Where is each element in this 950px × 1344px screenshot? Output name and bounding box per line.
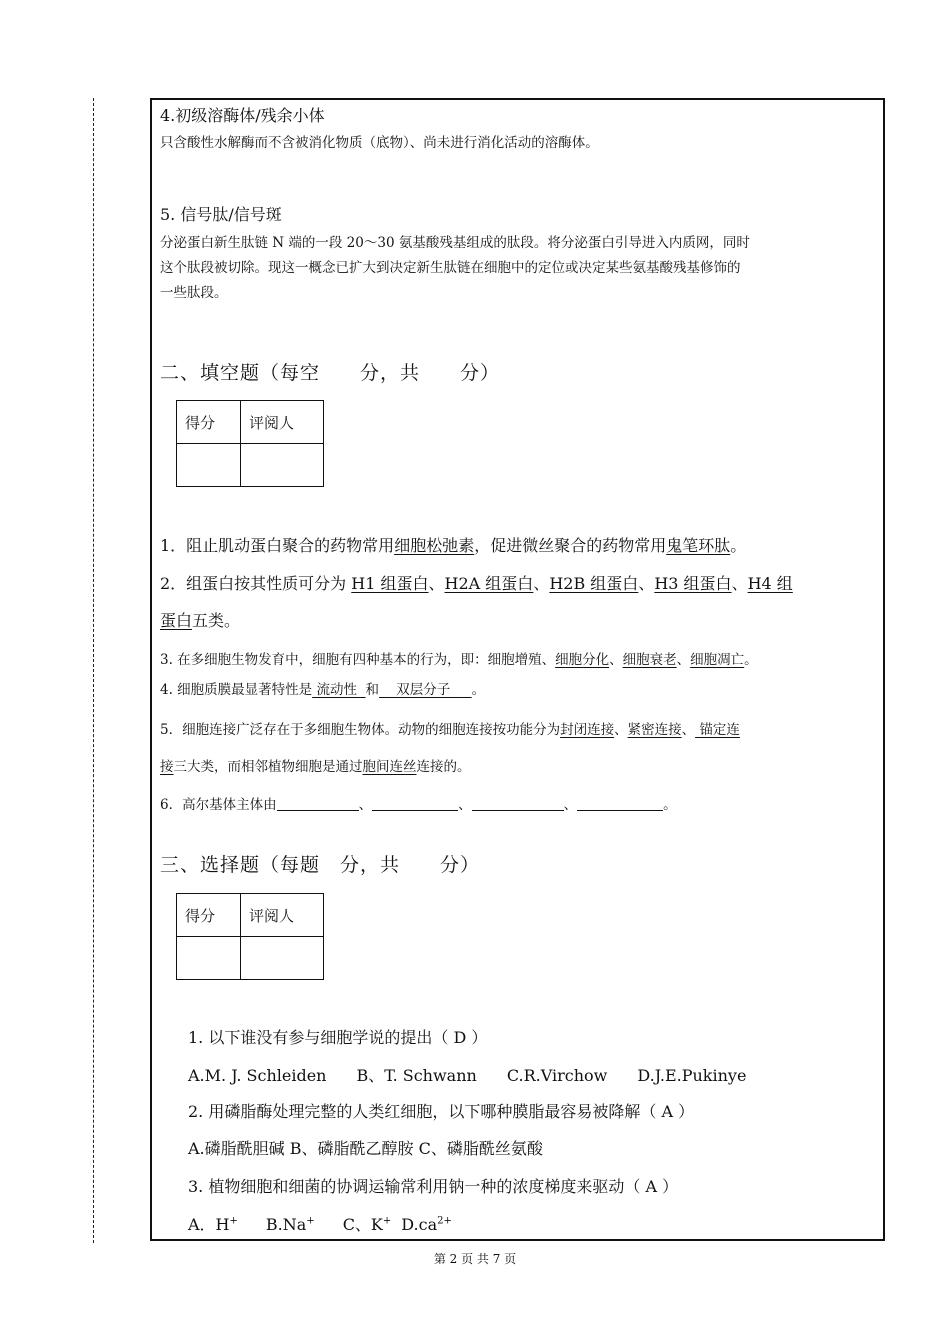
option-b-sup: + [306, 1215, 315, 1227]
definition-5-term: 5. 信号肽/信号斑 [160, 205, 282, 224]
section3-title: 三、选择题（每题 分，共 分） [160, 854, 481, 876]
definition-5-line3: 一些肽段。 [160, 285, 228, 301]
fill-q1 [160, 533, 746, 556]
fill-q6-blank3[interactable] [472, 796, 564, 811]
fill-q1-answer2: 鬼笔环肽 [666, 536, 731, 555]
sep: 、 [676, 652, 691, 668]
definition-5-line1: 分泌蛋白新生肽链 N 端的一段 20～30 氨基酸残基组成的肽段。将分泌蛋白引导进入内质网，同时 [160, 235, 750, 251]
fill-q5-text-mid: 三大类，而相邻植物细胞是通过 [173, 759, 363, 775]
fill-q4-end: 。 [471, 682, 486, 698]
fill-q5-end: 连接的。 [416, 759, 471, 775]
choice-q3-option-d[interactable] [401, 1215, 452, 1234]
fill-q3-end: 。 [744, 652, 758, 668]
fill-q4 [160, 678, 485, 698]
definition-4-term: 4.初级溶酶体/残余小体 [160, 106, 325, 125]
sep: 、 [563, 797, 578, 813]
fill-q6-text: 6．高尔基体主体由 [160, 797, 277, 813]
choice-q1-option-b[interactable]: B、T. Schwann [356, 1066, 477, 1085]
fill-q6-end: 。 [663, 797, 677, 813]
definition-5-line2: 这个肽段被切除。现这一概念已扩大到决定新生肽链在细胞中的定位或决定某些氨基酸残基修饰的 [160, 260, 741, 276]
choice-q1-options [188, 1063, 746, 1086]
fill-q5-answer4: 胞间连丝 [362, 759, 417, 775]
fill-q6-blank2[interactable] [372, 796, 458, 811]
grader-cell[interactable] [241, 937, 324, 980]
choice-q1-option-a[interactable]: A.M. J. Schleiden [188, 1066, 327, 1085]
grader-cell[interactable] [241, 444, 324, 487]
fill-q2-end: 五类。 [192, 611, 241, 630]
fill-q4-text: 4. 细胞质膜最显著特性是 [160, 682, 313, 698]
fill-q6 [160, 793, 677, 813]
fill-q1-answer1: 细胞松弛素 [394, 536, 475, 555]
grader-header: 评阅人 [241, 401, 324, 444]
choice-q3: 3. 植物细胞和细菌的协调运输常利用钠一种的浓度梯度来驱动（ A ） [188, 1177, 679, 1196]
sep: 、 [638, 574, 655, 593]
sep: 、 [458, 797, 472, 813]
fill-q3 [160, 648, 758, 668]
fill-q4-answer1: 流动性 [312, 682, 366, 698]
sep: 、 [681, 722, 696, 738]
fill-q5-answer3-cont: 接 [160, 759, 174, 775]
choice-q3-option-a[interactable] [188, 1215, 238, 1234]
grader-header: 评阅人 [241, 894, 324, 937]
option-d-sup: 2+ [437, 1215, 452, 1227]
binding-margin-dashed-line [93, 98, 94, 1243]
fill-q2-line2 [160, 608, 240, 631]
fill-q2-text: 2．组蛋白按其性质可分为 [160, 574, 352, 593]
fill-q1-text-mid: ，促进微丝聚合的药物常用 [474, 536, 667, 555]
fill-q3-answer2: 细胞衰老 [622, 652, 677, 668]
fill-q2-answer5: H4 组 [747, 574, 793, 593]
score-header: 得分 [177, 401, 241, 444]
fill-q5-answer3: 锚定连 [695, 722, 740, 738]
fill-q5-text: 5．细胞连接广泛存在于多细胞生物体。动物的细胞连接按功能分为 [160, 722, 561, 738]
section2-score-table [176, 400, 324, 487]
option-a-sup: + [229, 1215, 238, 1227]
choice-q2-options[interactable]: A.磷脂酰胆碱 B、磷脂酰乙醇胺 C、磷脂酰丝氨酸 [188, 1139, 543, 1158]
fill-q4-answer2: 双层分子 [379, 682, 472, 698]
choice-q3-option-b[interactable] [266, 1215, 315, 1234]
fill-q2-answer2: H2A 组蛋白 [444, 574, 534, 593]
option-a-text: A．H [188, 1215, 230, 1234]
fill-q6-blank1[interactable] [277, 796, 359, 811]
choice-q3-option-c[interactable] [343, 1215, 392, 1234]
sep: 、 [358, 797, 373, 813]
sep: 、 [614, 722, 628, 738]
sep: 、 [428, 574, 445, 593]
score-cell[interactable] [177, 444, 241, 487]
definition-4-text: 只含酸性水解酶而不含被消化物质（底物）、尚未进行消化活动的溶酶体。 [160, 135, 599, 151]
option-d-text: D.ca [401, 1215, 438, 1234]
fill-q1-text: 1．阻止肌动蛋白聚合的药物常用 [160, 536, 395, 555]
option-b-text: B.Na [265, 1215, 307, 1234]
fill-q6-blank4[interactable] [577, 796, 663, 811]
section3-score-table [176, 893, 324, 980]
choice-q1-option-d[interactable]: D.J.E.Pukinye [637, 1066, 747, 1085]
choice-q1-option-c[interactable]: C.R.Virchow [506, 1066, 608, 1085]
fill-q2-answer4: H3 组蛋白 [654, 574, 732, 593]
choice-q2: 2. 用磷脂酶处理完整的人类红细胞，以下哪种膜脂最容易被降解（ A ） [188, 1102, 695, 1121]
fill-q2-answer1: H1 组蛋白 [351, 574, 429, 593]
section2-title: 二、填空题（每空 分，共 分） [160, 362, 501, 384]
page-footer: 第 2 页 共 7 页 [433, 1252, 517, 1266]
sep: 、 [731, 574, 748, 593]
fill-q2-line1 [160, 571, 793, 594]
fill-q3-answer1: 细胞分化 [555, 652, 610, 668]
fill-q2-answer5-cont: 蛋白 [160, 611, 193, 630]
fill-q5-answer1: 封闭连接 [560, 722, 615, 738]
choice-q3-options [188, 1212, 452, 1235]
option-c-sup: + [382, 1215, 392, 1227]
fill-q3-text: 3. 在多细胞生物发育中，细胞有四种基本的行为，即：细胞增殖、 [160, 652, 556, 668]
fill-q5-answer2: 紧密连接 [627, 722, 682, 738]
sep: 、 [609, 652, 623, 668]
score-cell[interactable] [177, 937, 241, 980]
choice-q1: 1. 以下谁没有参与细胞学说的提出（ D ） [188, 1028, 488, 1047]
sep: 、 [533, 574, 550, 593]
fill-q2-answer3: H2B 组蛋白 [549, 574, 639, 593]
fill-q5-line2 [160, 755, 471, 775]
fill-q4-text-mid: 和 [365, 682, 380, 698]
fill-q3-answer3: 细胞凋亡 [690, 652, 745, 668]
fill-q5-line1 [160, 718, 740, 738]
score-header: 得分 [177, 894, 241, 937]
option-c-text: C、K [342, 1215, 383, 1234]
fill-q1-end: 。 [730, 536, 747, 555]
